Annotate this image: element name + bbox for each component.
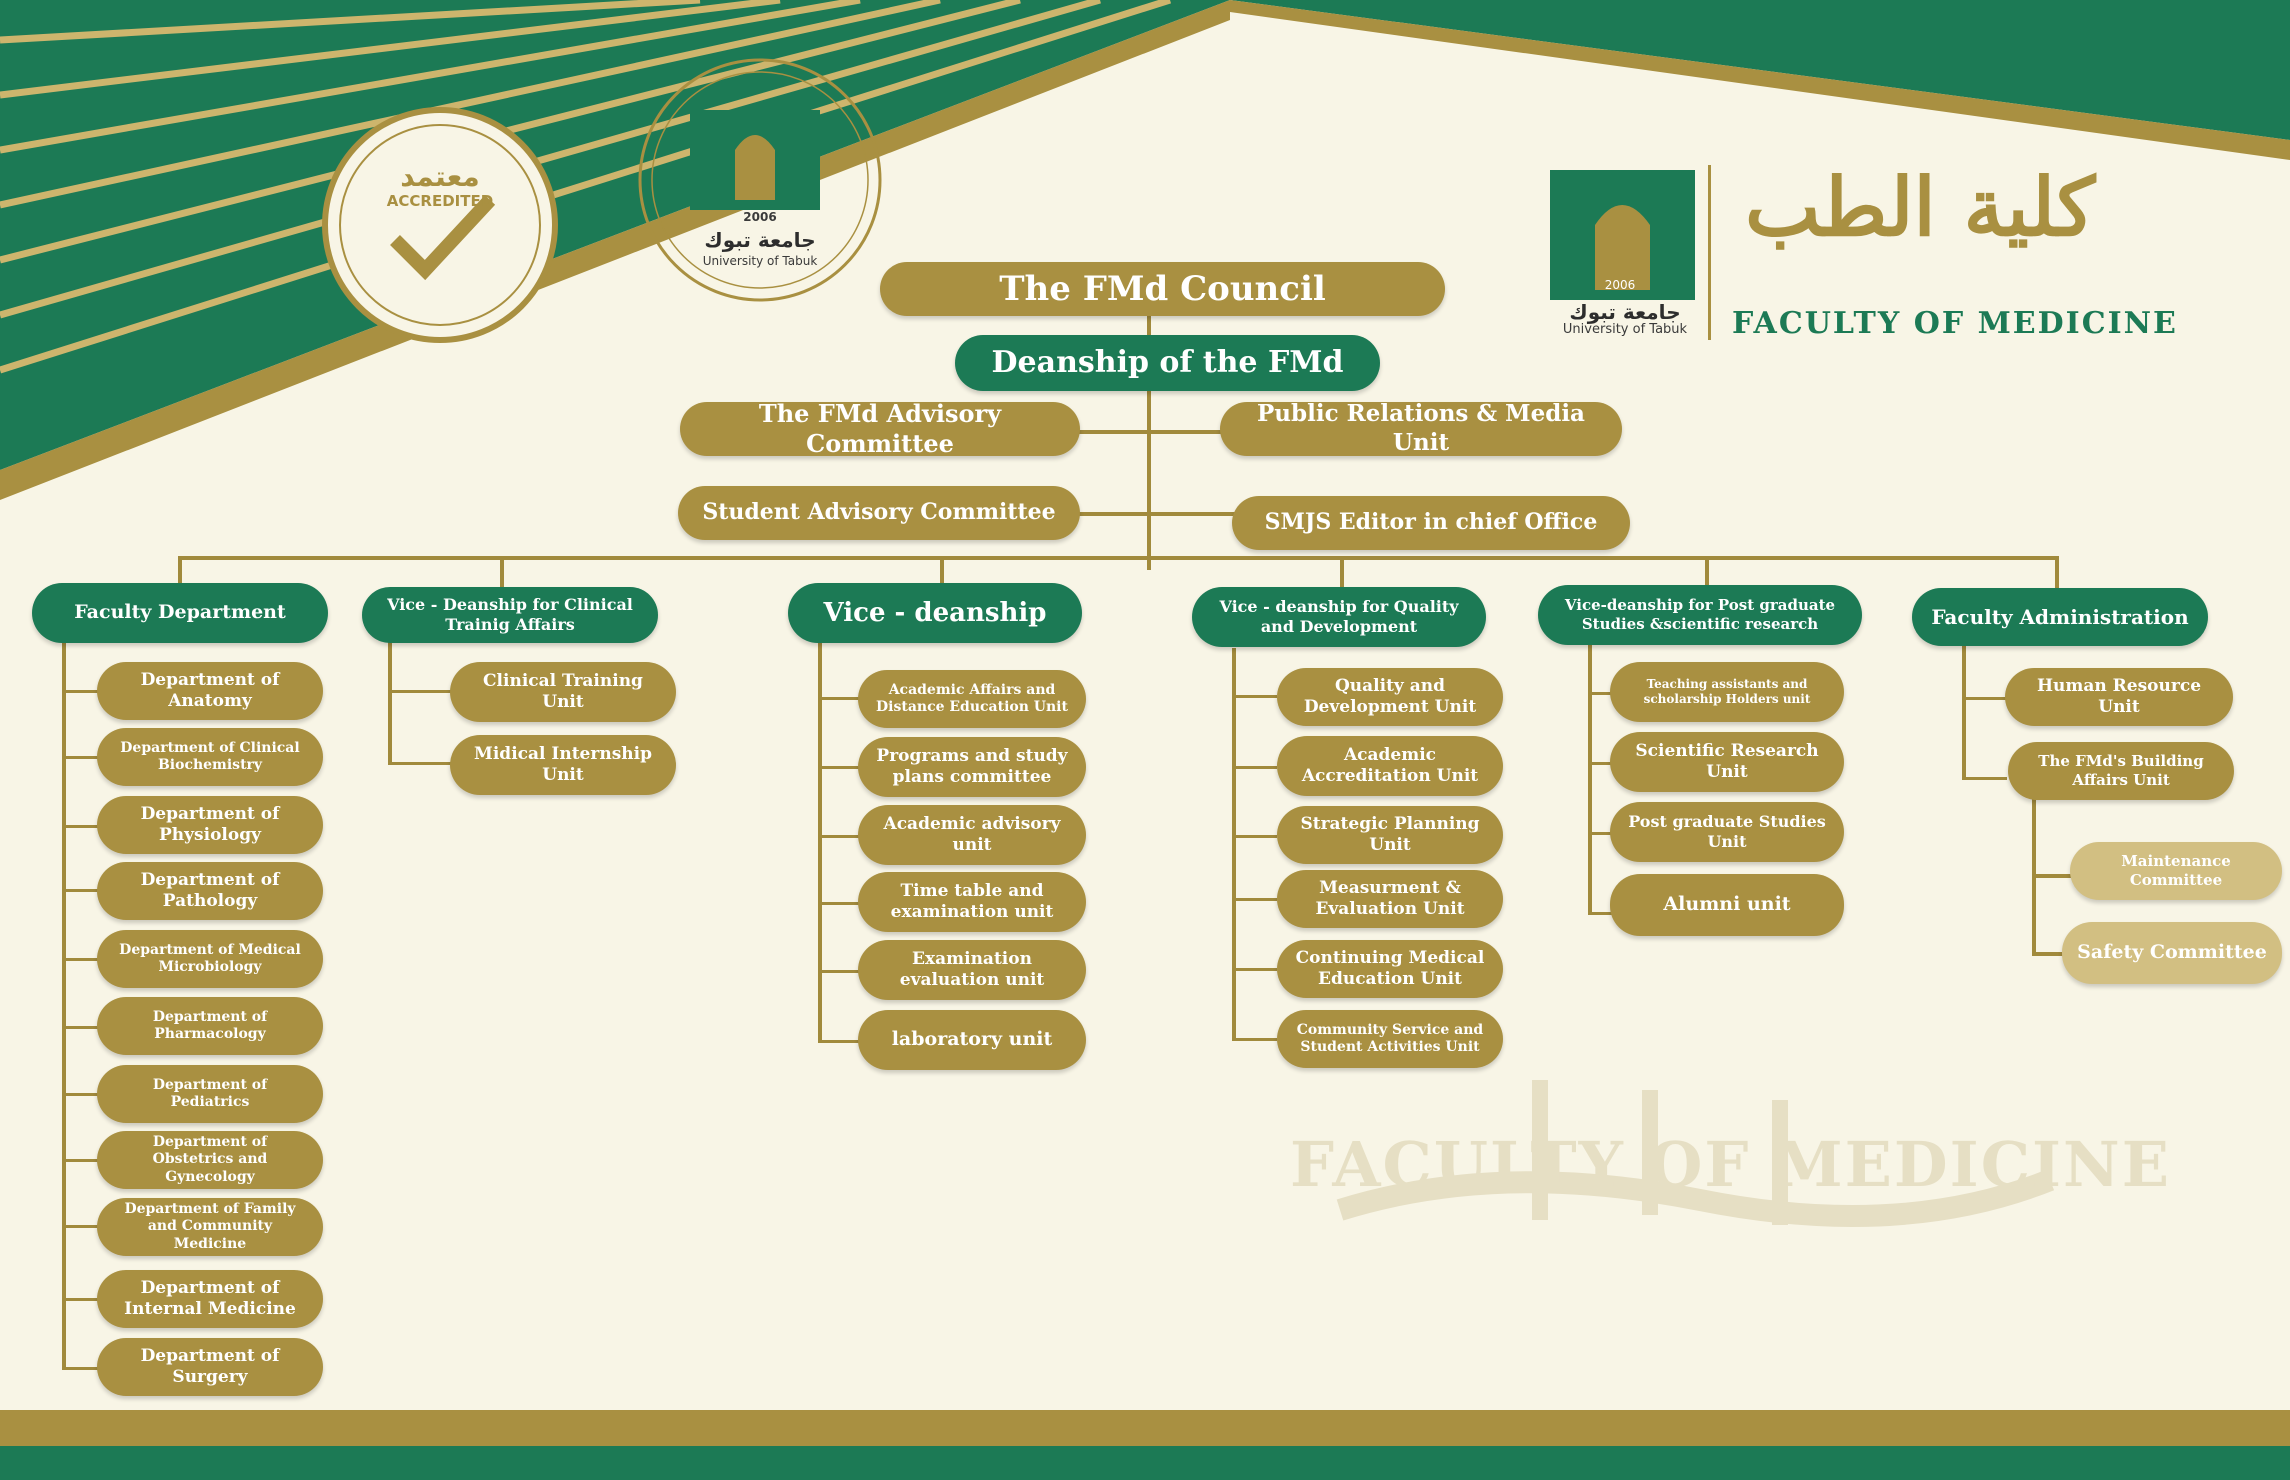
academic-affairs-distance-unit: Academic Affairs and Distance Education Unit: [858, 670, 1086, 728]
vice-deanship-head: Vice - deanship: [788, 583, 1082, 643]
logo-university-english: University of Tabuk: [1562, 322, 1688, 337]
building-affairs-unit: The FMd's Building Affairs Unit: [2008, 742, 2234, 800]
quality-development-head: Vice - deanship for Quality and Development: [1192, 587, 1486, 647]
continuing-medical-education-unit: Continuing Medical Education Unit: [1277, 940, 1503, 998]
dept-family-community-medicine: Department of Family and Community Medicine: [97, 1198, 323, 1256]
dept-pathology: Department of Pathology: [97, 862, 323, 920]
faculty-administration-head: Faculty Administration: [1912, 588, 2208, 646]
accredited-seal-icon: [325, 110, 555, 340]
student-advisory-committee-node: Student Advisory Committee: [678, 486, 1080, 540]
seal-year: 2006: [743, 210, 777, 224]
faculty-arabic-name: كلية الطب: [1745, 160, 2096, 254]
faculty-department-connector: [62, 640, 66, 1370]
fmd-council-node: The FMd Council: [880, 262, 1445, 316]
logo-year: 2006: [1604, 278, 1636, 292]
medical-internship-unit: Midical Internship Unit: [450, 735, 676, 795]
laboratory-unit: laboratory unit: [858, 1010, 1086, 1070]
teaching-assistants-scholarship-unit: Teaching assistants and scholarship Holders unit: [1610, 662, 1844, 722]
dept-physiology: Department of Physiology: [97, 796, 323, 854]
maintenance-committee: Maintenance Committee: [2070, 842, 2282, 900]
accredited-arabic: معتمد: [400, 160, 480, 193]
advisory-connector-1: [1075, 430, 1225, 434]
clinical-training-head: Vice - Deanship for Clinical Trainig Affairs: [362, 587, 658, 643]
watermark-faculty-name: FACULTY OF MEDICINE: [1290, 1128, 2171, 1201]
bottom-gold-band: [0, 1410, 2290, 1446]
dept-internal-medicine: Department of Internal Medicine: [97, 1270, 323, 1328]
deanship-node: Deanship of the FMd: [955, 335, 1380, 391]
scientific-research-unit: Scientific Research Unit: [1610, 732, 1844, 792]
academic-advisory-unit: Academic advisory unit: [858, 805, 1086, 865]
dept-clinical-biochemistry: Department of Clinical Biochemistry: [97, 728, 323, 786]
examination-evaluation-unit: Examination evaluation unit: [858, 940, 1086, 1000]
clinical-connector: [388, 640, 392, 765]
postgrad-connector: [1588, 645, 1592, 915]
fmd-advisory-committee-node: The FMd Advisory Committee: [680, 402, 1080, 456]
logo-university-arabic: جامعة تبوك: [1569, 300, 1681, 324]
measurement-evaluation-unit: Measurment & Evaluation Unit: [1277, 870, 1503, 928]
dept-obstetrics-gynecology: Department of Obstetrics and Gynecology: [97, 1131, 323, 1189]
postgraduate-studies-unit: Post graduate Studies Unit: [1610, 802, 1844, 862]
advisory-connector-2: [1075, 512, 1235, 516]
human-resource-unit: Human Resource Unit: [2005, 668, 2233, 726]
alumni-unit: Alumni unit: [1610, 874, 1844, 936]
safety-committee: Safety Committee: [2062, 922, 2282, 984]
quality-connector: [1232, 648, 1236, 1040]
quality-development-unit: Quality and Development Unit: [1277, 668, 1503, 726]
dept-pediatrics: Department of Pediatrics: [97, 1065, 323, 1123]
bottom-green-band: [0, 1446, 2290, 1480]
accredited-label: ACCREDITED: [386, 192, 494, 210]
dept-surgery: Department of Surgery: [97, 1338, 323, 1396]
seal-university-arabic: جامعة تبوك: [704, 228, 816, 252]
programs-study-plans-committee: Programs and study plans committee: [858, 737, 1086, 797]
community-service-activities-unit: Community Service and Student Activities Unit: [1277, 1010, 1503, 1068]
academic-accreditation-unit: Academic Accreditation Unit: [1277, 736, 1503, 796]
faculty-department-head: Faculty Department: [32, 583, 328, 643]
strategic-planning-unit: Strategic Planning Unit: [1277, 806, 1503, 864]
admin-connector: [1962, 645, 1966, 780]
postgraduate-research-head: Vice-deanship for Post graduate Studies &scientific research: [1538, 585, 1862, 645]
dept-medical-microbiology: Department of Medical Microbiology: [97, 930, 323, 988]
dept-anatomy: Department of Anatomy: [97, 662, 323, 720]
clinical-training-unit: Clinical Training Unit: [450, 662, 676, 722]
public-relations-media-node: Public Relations & Media Unit: [1220, 402, 1622, 456]
timetable-examination-unit: Time table and examination unit: [858, 872, 1086, 932]
dept-pharmacology: Department of Pharmacology: [97, 997, 323, 1055]
smjs-editor-node: SMJS Editor in chief Office: [1232, 496, 1630, 550]
faculty-english-name: FACULTY OF MEDICINE: [1732, 306, 2178, 341]
branches-connector: [178, 556, 2059, 560]
vice-connector: [818, 640, 822, 1040]
seal-university-english: University of Tabuk: [702, 254, 818, 268]
